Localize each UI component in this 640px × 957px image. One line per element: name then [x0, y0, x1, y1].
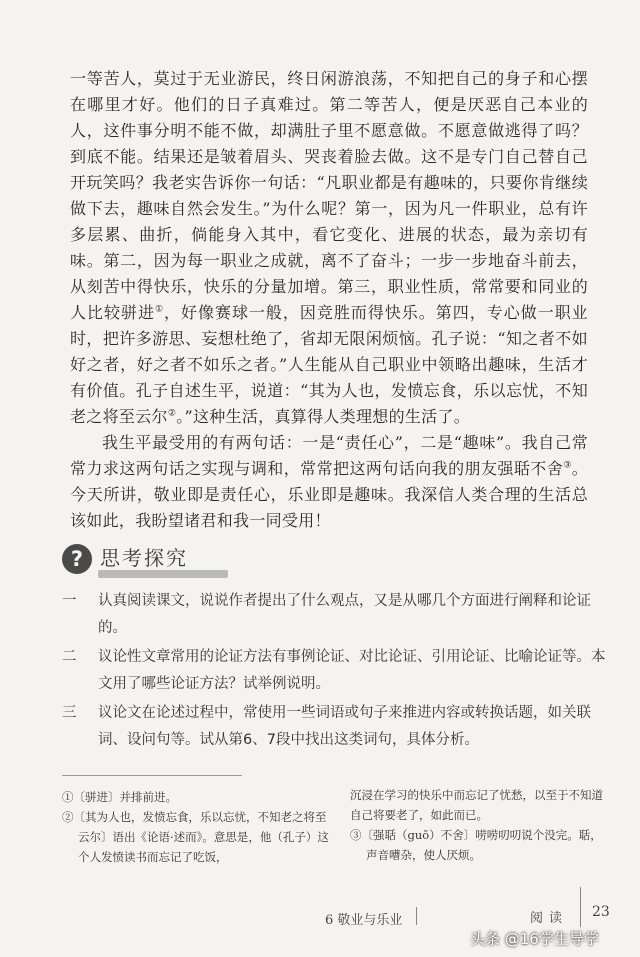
footnote-ref-3: ③ [563, 460, 572, 471]
p1-line-6: 呢？第一，因为凡一件职业，总有许多层累、曲折，倘能身入其中，看它变 [70, 199, 588, 244]
p1-line-10: 做一职业时，把许多游思、妄想杜绝了，省却无限闲烦恼。孔子说：“知之者 [70, 303, 588, 348]
think-section-header [62, 540, 262, 580]
footnotes-left-column [62, 787, 337, 867]
think-section-title: 思考探究 [100, 546, 188, 570]
question-mark-icon: ? [62, 544, 92, 574]
question-item [62, 644, 607, 698]
footnote-2: ②〔其为人也，发愤忘食，乐以忘忧，不知老之将至云尔〕语出《论语·述而》。意思是，他（孔子）这个人发愤读书而忘记了吃饭， [62, 810, 329, 864]
p2-line-1: 我生平最受用的有两句话：一是“责任心”，二是“趣味”。我自己常常 [70, 433, 588, 478]
question-list [62, 588, 607, 756]
question-text: 议论文在论述过程中，常使用一些词语或句子来推进内容或转换话题，如关联词、设问句等。试从第6、7段中找出这类词句，具体分析。 [98, 705, 591, 748]
footer-separator [416, 907, 417, 925]
footnote-2-continued: 沉浸在学习的快乐中而忘记了忧愁，以至于不知道自己将要老了，如此而已。 [350, 788, 603, 822]
p1-line-11: 不如好之者，好之者不如乐之者。”人生能从自己职业中领略出趣味，生活才 [70, 329, 588, 374]
p2-line-2b: 。今天所 [70, 459, 589, 504]
page-edge-line [580, 887, 581, 927]
p1-line-12: 有价值。孔子自述生平，说道：“其为人也，发愤忘食，乐以忘忧，不知老之 [70, 381, 588, 426]
page-number: 23 [592, 904, 610, 920]
section-label: 阅读 [530, 911, 569, 926]
watermark: 头条 @16学生导学 [470, 930, 599, 948]
question-text: 议论性文章常用的论证方法有事例论证、对比论证、引用论证、比喻论证等。本文用了哪些论证方法？试举例说明。 [98, 649, 606, 692]
p1-line-13a: 将至云尔 [102, 407, 168, 426]
p1-line-7: 化、进展的状态，最为亲切有味。第二，因为每一职业之成就，离不了奋斗； [70, 225, 588, 270]
p2-line-4: 望诸君和我一同受用！ [167, 511, 331, 530]
page-footer [0, 895, 640, 928]
p1-line-9a: 常常要和同业的人比较骈进 [70, 277, 588, 322]
paragraph-1 [70, 66, 588, 430]
p1-line-3: 不能不做，却满肚子里不愿意做。不愿意做逃得了吗？到底不能。结果还是皱 [70, 121, 588, 166]
question-text: 认真阅读课文，说说作者提出了什么观点，又是从哪几个方面进行阐释和论证的。 [98, 593, 591, 636]
footnote-3: ③〔强聒（guō）不舍〕唠唠叨叨说个没完。聒，声音嘈杂，使人厌烦。 [350, 828, 602, 862]
footnote-divider [62, 775, 242, 776]
p1-line-13b: 。”这种生活，真算得人类理想的生活了。 [176, 407, 471, 426]
p1-line-4: 着眉头、哭丧着脸去做。这不是专门自己替自己开玩笑吗？我老实告诉你一句 [70, 147, 588, 192]
body-text [70, 66, 588, 534]
p1-line-1: 一等苦人，莫过于无业游民，终日闲游浪荡，不知把自己的身子和心摆在哪里 [70, 69, 588, 114]
p1-line-2: 才好。他们的日子真难过。第二等苦人，便是厌恶自己本业的人，这件事分明 [70, 95, 588, 140]
p2-line-3: 讲，敬业即是责任心，乐业即是趣味。我深信人类合理的生活总该如此，我盼 [70, 485, 588, 530]
footnotes-right-column [350, 785, 612, 865]
p1-line-5: 话：“凡职业都是有趣味的，只要你肯继续做下去，趣味自然会发生。”为什么 [70, 173, 588, 218]
p1-line-8: 一步一步地奋斗前去，从刻苦中得快乐，快乐的分量加增。第三，职业性质， [70, 251, 588, 296]
chapter-label: 6 敬业与乐业 [325, 913, 403, 928]
footnote-1: ①〔骈进〕并排前进。 [62, 790, 177, 804]
question-item [62, 700, 607, 754]
title-underline-bar [98, 570, 228, 578]
question-item [62, 588, 607, 642]
paragraph-2 [70, 430, 588, 534]
p1-line-9b: ，好像赛球一般，因竞胜而得快乐。第四，专心 [164, 303, 521, 322]
question-number: 三 [62, 705, 77, 721]
question-number: 二 [62, 649, 77, 665]
p2-line-2a: 力求这两句话之实现与调和，常常把这两句话向我的朋友强聒不舍 [86, 459, 564, 478]
footnote-ref-1: ① [154, 304, 164, 315]
question-number: 一 [62, 593, 77, 609]
footnote-ref-2: ② [167, 408, 177, 419]
